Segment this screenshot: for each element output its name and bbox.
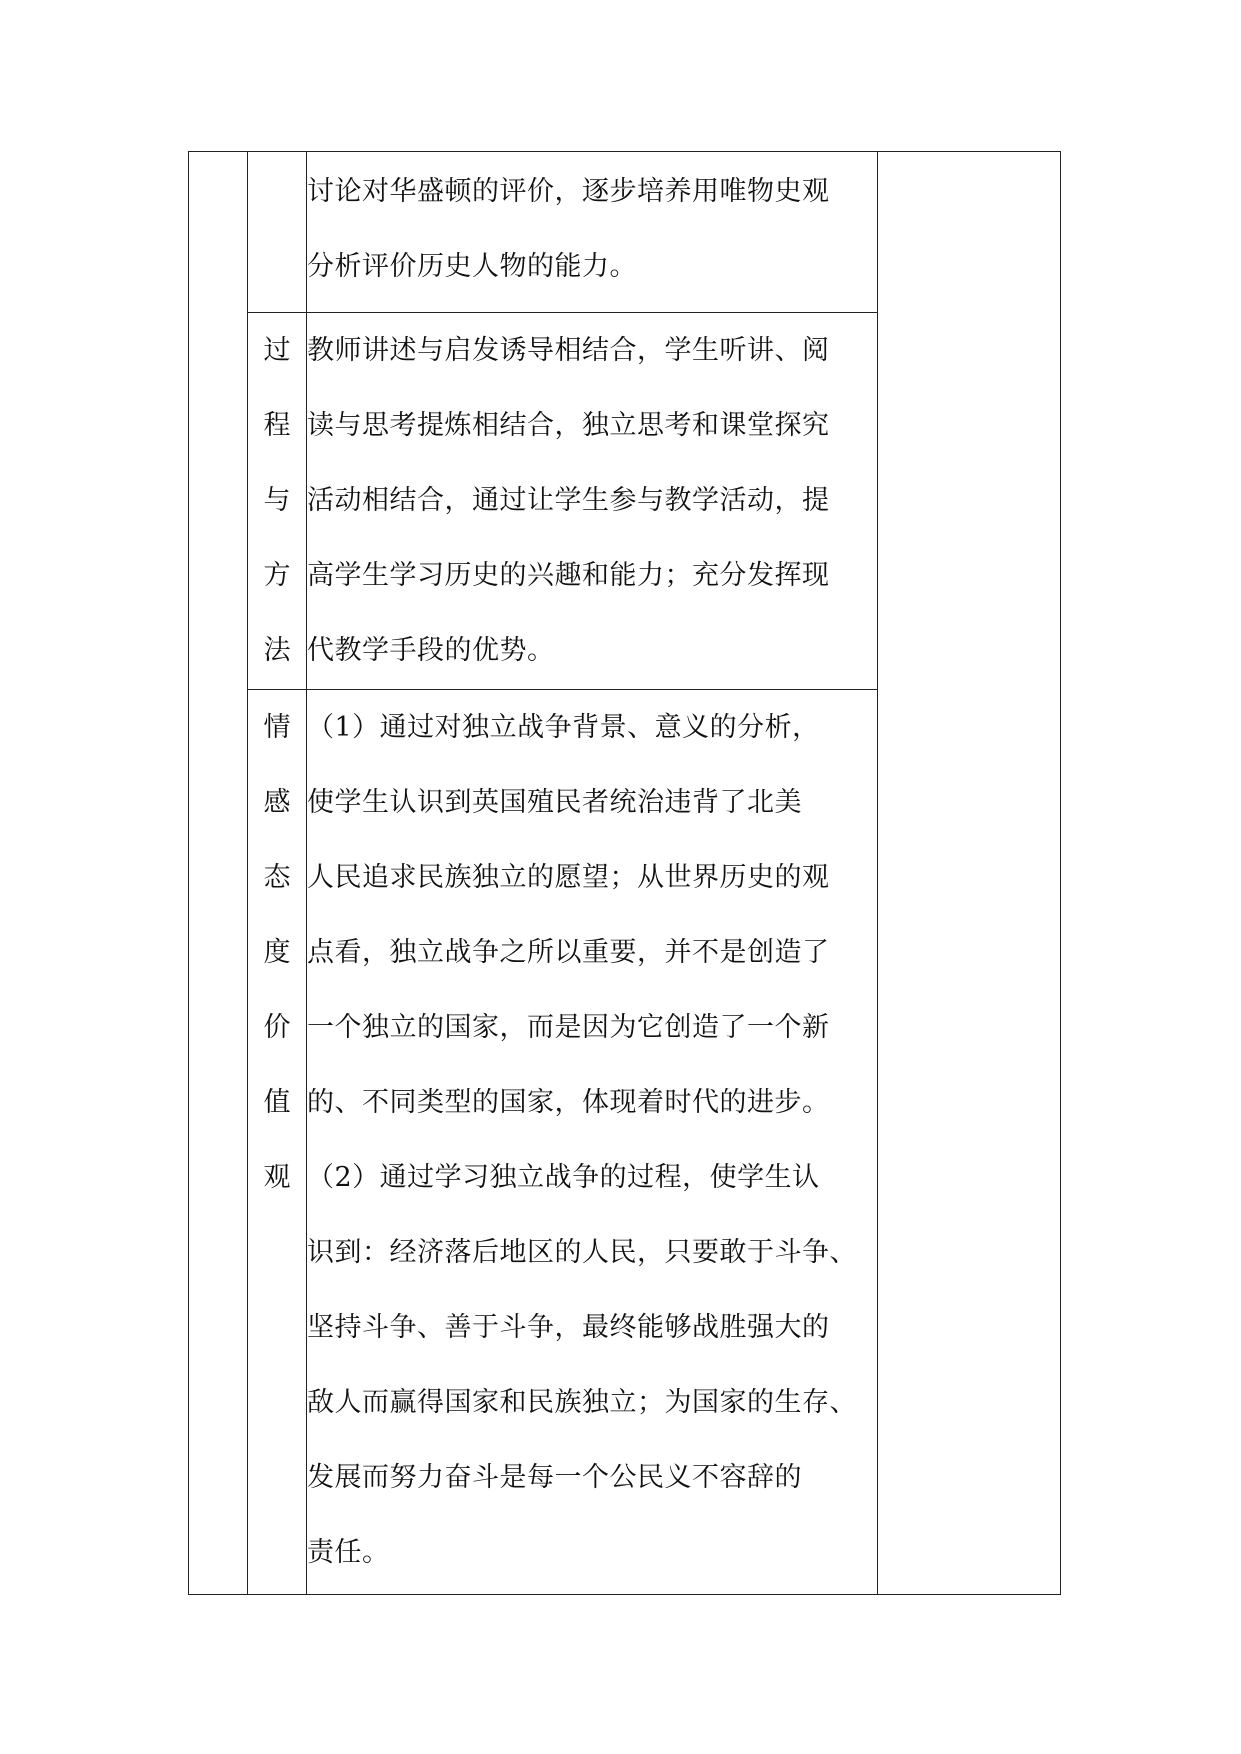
process-method-content xyxy=(307,313,878,690)
row1-content-cell xyxy=(307,152,878,313)
emotion-values-content xyxy=(307,690,878,1595)
label-char: 过 xyxy=(263,335,291,366)
label-char: 方 xyxy=(263,560,291,591)
label-char: 程 xyxy=(263,410,291,441)
label-char: 价 xyxy=(263,1012,291,1043)
content-line: 活动相结合，通过让学生参与教学活动，提 xyxy=(307,485,830,516)
content-line: 分析评价历史人物的能力。 xyxy=(307,251,637,282)
content-line: 发展而努力奋斗是每一个公民义不容辞的 xyxy=(307,1462,802,1493)
label-char: 观 xyxy=(263,1162,291,1193)
label-char: 度 xyxy=(263,937,291,968)
content-line: 责任。 xyxy=(307,1537,390,1568)
content-line: 人民追求民族独立的愿望；从世界历史的观 xyxy=(307,862,830,893)
content-line: 使学生认识到英国殖民者统治违背了北美 xyxy=(307,787,802,818)
content-line: 点看，独立战争之所以重要，并不是创造了 xyxy=(307,937,830,968)
content-line: （1）通过对独立战争背景、意义的分析， xyxy=(307,712,820,743)
lesson-objectives-table xyxy=(188,151,1061,1595)
content-line: 讨论对华盛顿的评价，逐步培养用唯物史观 xyxy=(307,176,830,207)
label-char: 法 xyxy=(263,635,291,666)
label-char: 情 xyxy=(263,712,291,743)
content-line: 教师讲述与启发诱导相结合，学生听讲、阅 xyxy=(307,335,830,366)
process-method-label xyxy=(248,313,307,690)
table-row-analysis xyxy=(189,152,1061,313)
outer-right-cell xyxy=(878,152,1061,1595)
row1-label-cell xyxy=(248,152,307,313)
label-char: 与 xyxy=(263,485,291,516)
content-line: 敌人而赢得国家和民族独立；为国家的生存、 xyxy=(307,1387,857,1418)
content-line: 一个独立的国家，而是因为它创造了一个新 xyxy=(307,1012,830,1043)
content-line: 的、不同类型的国家，体现着时代的进步。 xyxy=(307,1087,830,1118)
content-line: （2）通过学习独立战争的过程，使学生认 xyxy=(307,1162,820,1193)
emotion-values-label xyxy=(248,690,307,1595)
label-char: 值 xyxy=(263,1087,291,1118)
label-char: 态 xyxy=(263,862,291,893)
content-line: 代教学手段的优势。 xyxy=(307,635,555,666)
content-line: 识到：经济落后地区的人民，只要敢于斗争、 xyxy=(307,1237,857,1268)
outer-left-cell xyxy=(189,152,248,1595)
content-line: 坚持斗争、善于斗争，最终能够战胜强大的 xyxy=(307,1312,830,1343)
content-line: 高学生学习历史的兴趣和能力；充分发挥现 xyxy=(307,560,830,591)
label-char: 感 xyxy=(263,787,291,818)
content-line: 读与思考提炼相结合，独立思考和课堂探究 xyxy=(307,410,830,441)
